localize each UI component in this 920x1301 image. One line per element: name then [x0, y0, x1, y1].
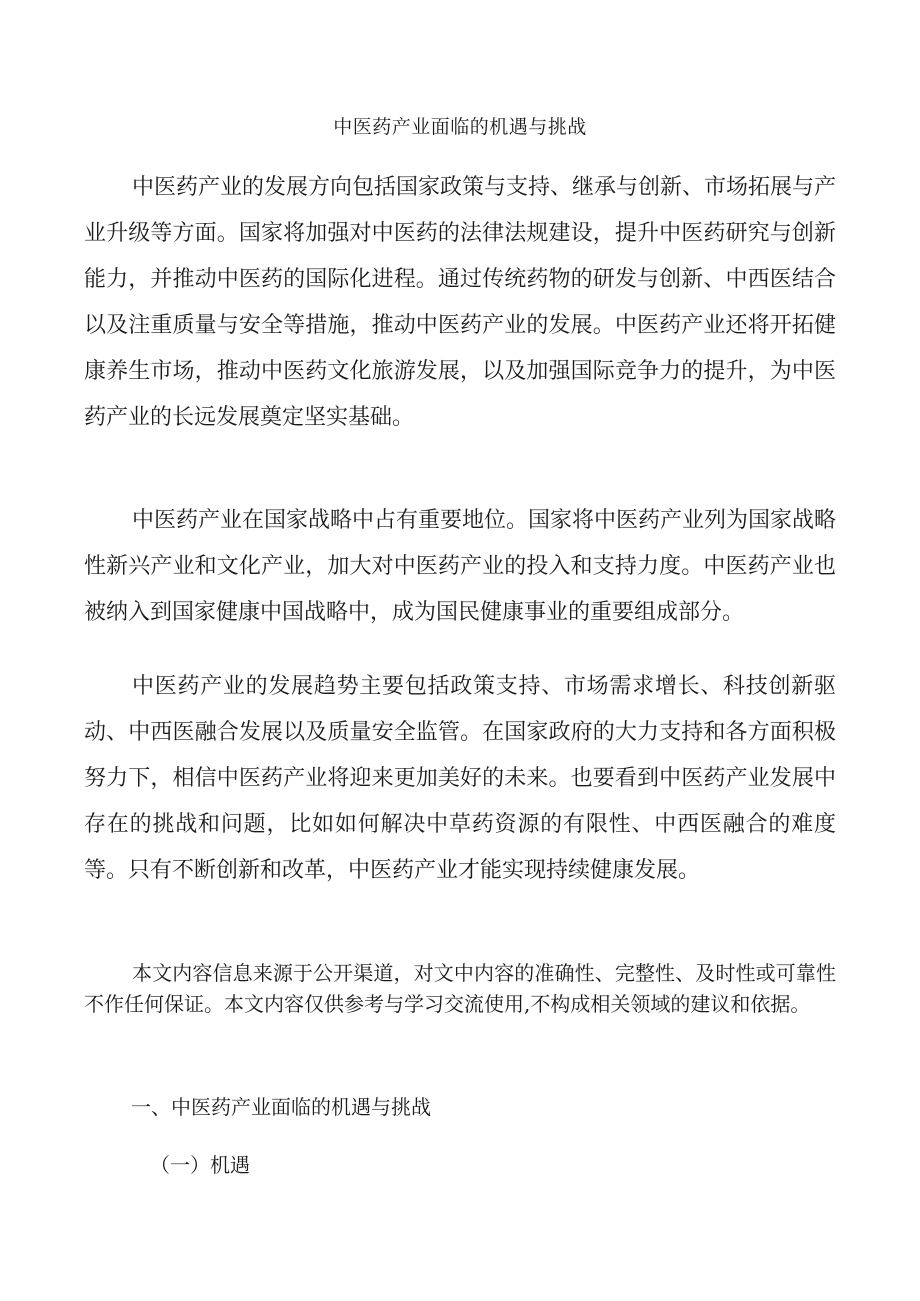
- subsection-heading: （一）机遇: [150, 1153, 250, 1177]
- section-heading: 一、中医药产业面临的机遇与挑战: [131, 1095, 431, 1119]
- paragraph-strategic-position: 中医药产业在国家战略中占有重要地位。国家将中医药产业列为国家战略性新兴产业和文化产业，加大对中医药产业的投入和支持力度。中医药产业也被纳入到国家健康中国战略中，成为国民健康事业的重要组成部分。: [84, 508, 837, 625]
- paragraph-development-direction: 中医药产业的发展方向包括国家政策与支持、继承与创新、市场拓展与产业升级等方面。国家将加强对中医药的法律法规建设，提升中医药研究与创新能力，并推动中医药的国际化进程。通过传统药物的研发与创新、中西医结合以及注重质量与安全等措施，推动中医药产业的发展。中医药产业还将开拓健康养生市场，推动中医药文化旅游发展，以及加强国际竞争力的提升，为中医药产业的长远发展奠定坚实基础。: [84, 175, 837, 430]
- paragraph-development-trend: 中医药产业的发展趋势主要包括政策支持、市场需求增长、科技创新驱动、中西医融合发展以及质量安全监管。在国家政府的大力支持和各方面积极努力下，相信中医药产业将迎来更加美好的未来。也要看到中医药产业发展中存在的挑战和问题，比如如何解决中草药资源的有限性、中西医融合的难度等。只有不断创新和改革，中医药产业才能实现持续健康发展。: [84, 674, 836, 883]
- document-title: 中医药产业面临的机遇与挑战: [333, 116, 587, 138]
- disclaimer-paragraph: 本文内容信息来源于公开渠道，对文中内容的准确性、完整性、及时性或可靠性不作任何保证。本文内容仅供参考与学习交流使用,不构成相关领域的建议和依据。: [84, 961, 836, 1016]
